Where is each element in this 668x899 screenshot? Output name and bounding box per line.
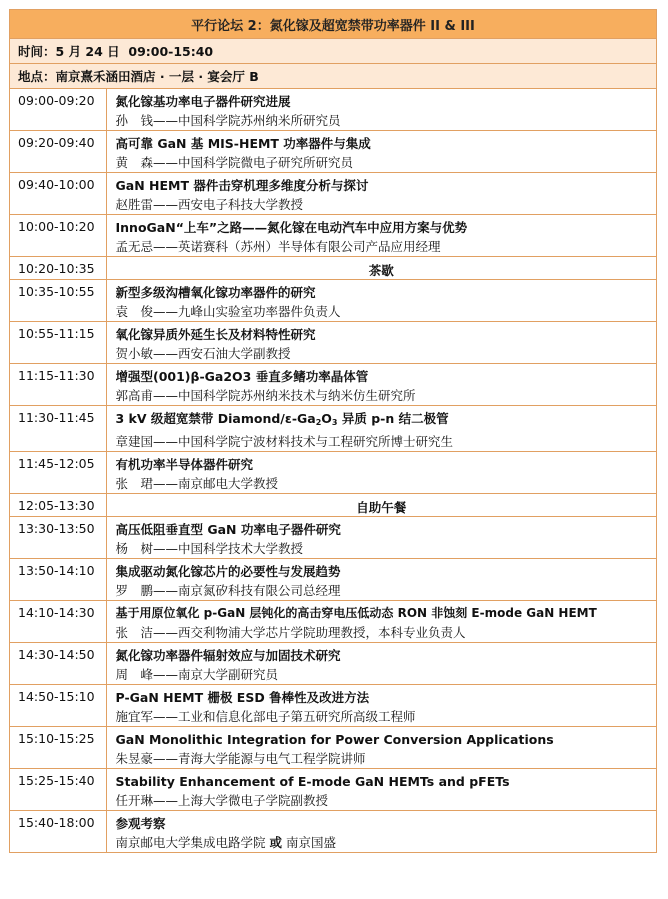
session-topic: 高可靠 GaN 基 MIS-HEMT 功率器件与集成 [115,136,371,151]
session-row [10,643,656,685]
session-row [10,727,656,769]
session-content [106,173,656,215]
session-row [10,322,656,364]
time-label: 时间： [18,44,56,59]
session-content [106,280,656,322]
session-content [106,89,656,131]
session-speaker: 黄 森——中国科学院微电子研究所研究员 [115,155,354,170]
forum-title: 平行论坛 2：氮化镓及超宽禁带功率器件 II & III [10,10,656,39]
session-row [10,811,656,853]
topic-part: O [321,411,332,426]
session-row [10,685,656,727]
session-speaker: 罗 鹏——南京氮矽科技有限公司总经理 [115,583,341,598]
session-time: 12:05-13:30 [10,494,106,517]
session-content [106,452,656,494]
time-info [10,39,656,64]
session-speaker: 袁 俊——九峰山实验室功率器件负责人 [115,304,341,319]
session-topic: InnoGaN“上车”之路——氮化镓在电动汽车中应用方案与优势 [115,220,468,235]
session-content [106,643,656,685]
session-time: 11:15-11:30 [10,364,106,406]
break-label: 茶歇 [106,257,656,280]
schedule-table [10,89,656,852]
session-topic: 增强型(001)β-Ga2O3 垂直多鳍功率晶体管 [115,369,369,384]
session-content [106,601,656,643]
session-topic: 有机功率半导体器件研究 [115,457,254,472]
session-speaker: 杨 树——中国科学技术大学教授 [115,541,304,556]
session-row [10,89,656,131]
session-speaker: 施宜军——工业和信息化部电子第五研究所高级工程师 [115,709,416,724]
session-row [10,601,656,643]
break-row [10,257,656,280]
session-row [10,406,656,452]
break-label: 自助午餐 [106,494,656,517]
session-time: 09:40-10:00 [10,173,106,215]
session-speaker: 周 峰——南京大学副研究员 [115,667,279,682]
session-speaker: 赵胜雷——西安电子科技大学教授 [115,197,304,212]
venue-label: 地点： [18,69,56,84]
visit-location-a: 南京邮电大学集成电路学院 [115,835,266,850]
venue-value: 南京熹禾涵田酒店 · 一层 · 宴会厅 B [55,69,259,84]
session-topic: 集成驱动氮化镓芯片的必要性与发展趋势 [115,564,341,579]
session-speaker [116,833,657,852]
session-content [106,517,656,559]
session-row [10,215,656,257]
session-content [106,215,656,257]
topic-part: 3 kV 级超宽禁带 Diamond/ε-Ga [115,411,316,426]
visit-location-b: 南京国盛 [286,835,337,850]
session-content [106,322,656,364]
session-time: 14:30-14:50 [10,643,106,685]
session-speaker: 孙 钱——中国科学院苏州纳米所研究员 [115,113,341,128]
session-speaker: 朱昱豪——青海大学能源与电气工程学院讲师 [115,751,366,766]
session-topic: 新型多级沟槽氧化镓功率器件的研究 [115,285,316,300]
session-content [106,406,656,452]
session-speaker: 郭高甫——中国科学院苏州纳米技术与纳米仿生研究所 [115,388,416,403]
session-row [10,173,656,215]
session-row [10,364,656,406]
session-speaker: 任开琳——上海大学微电子学院副教授 [115,793,329,808]
session-time: 14:50-15:10 [10,685,106,727]
subscript: 3 [331,418,338,427]
session-row [10,131,656,173]
or-label: 或 [269,835,283,850]
session-time: 10:00-10:20 [10,215,106,257]
session-time: 10:35-10:55 [10,280,106,322]
session-row [10,452,656,494]
session-content [106,685,656,727]
session-speaker: 张 洁——西交利物浦大学芯片学院助理教授，本科专业负责人 [115,625,466,640]
session-topic: 基于用原位氧化 p-GaN 层钝化的高击穿电压低动态 RON 非蚀刻 E-mode GaN HEMT [115,606,597,620]
session-topic: Stability Enhancement of E-mode GaN HEMTs and pFETs [115,774,510,789]
session-time: 09:20-09:40 [10,131,106,173]
session-topic: 氧化镓异质外延生长及材料特性研究 [115,327,316,342]
session-row [10,559,656,601]
session-time: 11:30-11:45 [10,406,106,452]
session-content [106,364,656,406]
session-topic: GaN HEMT 器件击穿机理多维度分析与探讨 [115,178,369,193]
subscript: 2 [315,418,322,427]
session-time: 10:20-10:35 [10,257,106,280]
session-topic: 氮化镓功率器件辐射效应与加固技术研究 [115,648,341,663]
session-row [10,517,656,559]
session-content [106,769,656,811]
venue-info [10,64,656,89]
session-content [106,131,656,173]
session-topic: P-GaN HEMT 栅极 ESD 鲁棒性及改进方法 [115,690,370,705]
session-time: 15:10-15:25 [10,727,106,769]
session-row [10,280,656,322]
session-time: 14:10-14:30 [10,601,106,643]
session-topic: GaN Monolithic Integration for Power Conversion Applications [115,732,554,747]
session-speaker: 张 珺——南京邮电大学教授 [115,476,279,491]
session-speaker: 孟无忌——英诺赛科（苏州）半导体有限公司产品应用经理 [115,239,441,254]
session-topic: 高压低阻垂直型 GaN 功率电子器件研究 [115,522,341,537]
session-time: 13:30-13:50 [10,517,106,559]
session-content [106,811,656,853]
session-speaker: 章建国——中国科学院宁波材料技术与工程研究所博士研究生 [115,434,454,449]
session-time: 15:25-15:40 [10,769,106,811]
session-time: 10:55-11:15 [10,322,106,364]
time-value: 5 月 24 日 09:00-15:40 [55,44,214,59]
session-topic: 参观考察 [115,816,166,831]
session-speaker: 贺小敏——西安石油大学副教授 [115,346,291,361]
session-content [106,559,656,601]
break-row [10,494,656,517]
session-time: 11:45-12:05 [10,452,106,494]
session-time: 09:00-09:20 [10,89,106,131]
session-topic [116,409,657,432]
session-row [10,769,656,811]
session-topic: 氮化镓基功率电子器件研究进展 [115,94,291,109]
topic-part: 异质 p-n 结二极管 [337,411,449,426]
agenda-table [9,9,657,853]
session-time: 15:40-18:00 [10,811,106,853]
session-time: 13:50-14:10 [10,559,106,601]
session-content [106,727,656,769]
